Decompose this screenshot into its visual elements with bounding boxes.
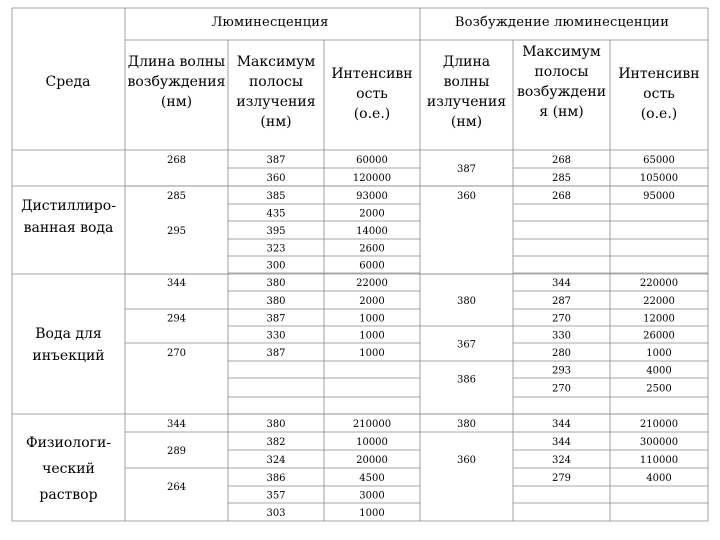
exc-max-value: 280 [551,348,572,359]
header-luminescence: Люминесценция [211,15,329,30]
exc-max-value: 330 [551,330,572,342]
exc-intensity-value: 65000 [643,155,675,166]
exc-max-value: 344 [551,437,572,448]
lum-intensity-value: 210000 [352,419,392,430]
header-lum-emission-max-line: (нм) [260,114,292,130]
header-exc-emission-line: излучения [426,94,507,110]
header-lum-excitation-line: возбуждения [127,74,226,90]
lum-emission-value: 357 [266,490,286,502]
exc-emission-value: 360 [456,455,477,466]
exc-intensity-value: 300000 [639,437,679,448]
header-lum-emission-max-line: Максимум [236,54,316,70]
lum-intensity-value: 60000 [356,155,388,166]
header-lum-intensity-line: ость [356,86,388,102]
exc-max-value: 324 [551,455,572,466]
medium-label: Дистиллиро- [21,198,116,214]
lum-emission-value: 360 [266,173,286,184]
header-exc-emission-line: волны [443,74,490,90]
header-lum-excitation-line: Длина волны [127,54,226,70]
header-medium: Среда [45,74,91,90]
lum-emission-value: 380 [266,419,286,430]
exc-intensity-value: 1000 [646,348,672,359]
lum-emission-value: 300 [266,260,286,272]
exc-intensity-value: 4000 [646,365,672,377]
exc-max-value: 344 [551,419,572,430]
lum-intensity-value: 2600 [359,243,385,255]
lum-intensity-value: 1000 [359,508,385,519]
lum-excitation-value: 268 [166,155,187,166]
header-lum-intensity-line: Интенсивн [331,66,413,82]
lum-excitation-value: 344 [166,419,187,430]
exc-emission-value: 380 [456,419,477,430]
lum-intensity-value: 120000 [352,173,392,184]
header-exc-band-max-line: возбуждени [516,84,607,100]
exc-max-value: 287 [551,296,572,307]
lum-emission-value: 386 [266,473,286,484]
header-exc-emission-line: (нм) [450,114,483,130]
medium-label: инъекций [32,348,105,364]
header-exc-band-max-line: полосы [534,64,589,80]
lum-intensity-value: 10000 [356,437,388,448]
medium-label: раствор [39,487,98,503]
lum-excitation-value: 289 [166,446,187,457]
exc-max-value: 270 [551,313,572,325]
exc-intensity-value: 2500 [646,383,672,395]
exc-max-value: 344 [551,278,572,289]
medium-label: ванная вода [23,220,114,236]
header-exc-band-max-line: Максимум [522,44,601,60]
lum-intensity-value: 1000 [359,313,385,325]
lum-excitation-value: 270 [166,348,187,359]
exc-max-value: 279 [551,473,572,484]
exc-max-value: 285 [551,173,572,184]
exc-max-value: 293 [551,365,572,377]
medium-label: ческий [42,461,95,477]
exc-intensity-value: 22000 [643,296,675,307]
lum-intensity-value: 22000 [356,278,388,289]
lum-excitation-value: 344 [166,278,187,289]
header-exc-intensity-line: Интенсивн [618,66,700,82]
lum-intensity-value: 14000 [356,226,388,237]
lum-intensity-value: 20000 [356,455,388,466]
lum-emission-value: 324 [266,455,286,466]
exc-intensity-value: 12000 [643,313,675,325]
lum-emission-value: 387 [266,313,286,325]
lum-excitation-value: 295 [166,226,187,237]
exc-emission-value: 386 [456,374,477,386]
lum-intensity-value: 4500 [359,473,385,484]
exc-intensity-value: 220000 [639,278,679,289]
lum-emission-value: 380 [266,296,286,307]
lum-excitation-value: 264 [166,481,187,493]
exc-intensity-value: 26000 [643,330,675,342]
header-lum-emission-max-line: полосы [248,74,304,90]
lum-intensity-value: 1000 [359,348,385,359]
exc-intensity-value: 110000 [639,455,679,466]
exc-intensity-value: 4000 [646,473,672,484]
lum-intensity-value: 3000 [359,490,385,502]
exc-emission-value: 387 [456,164,477,175]
exc-intensity-value: 210000 [639,419,679,430]
exc-emission-value: 380 [456,296,477,307]
lum-intensity-value: 1000 [359,330,385,342]
exc-intensity-value: 105000 [639,173,679,184]
lum-emission-value: 395 [266,226,286,237]
lum-emission-value: 380 [266,278,286,289]
lum-emission-value: 435 [266,208,286,220]
lum-emission-value: 323 [266,243,286,255]
lum-intensity-value: 2000 [359,296,385,307]
lum-emission-value: 303 [266,508,286,519]
lum-emission-value: 387 [266,348,286,359]
header-lum-excitation-line: (нм) [160,94,193,110]
medium-label: Вода для [35,326,102,342]
exc-max-value: 270 [551,383,572,395]
medium-label: Физиологи- [25,435,112,451]
exc-emission-value: 360 [456,191,477,202]
header-exc-band-max-line: я (нм) [539,104,584,120]
header-lum-emission-max-line: излучения [236,94,316,110]
lum-emission-value: 330 [266,330,286,342]
lum-emission-value: 385 [266,191,286,202]
header-excitation: Возбуждение люминесценции [454,15,670,30]
exc-emission-value: 367 [456,339,477,351]
lum-emission-value: 382 [266,437,286,448]
exc-max-value: 268 [551,191,572,202]
header-exc-intensity-line: ость [643,86,675,102]
lum-excitation-value: 294 [166,313,187,325]
exc-max-value: 268 [551,155,572,166]
header-exc-emission-line: Длина [442,54,491,70]
header-lum-intensity-line: (о.е.) [353,106,391,122]
lum-excitation-value: 285 [166,191,187,202]
lum-intensity-value: 2000 [359,208,385,220]
lum-intensity-value: 6000 [359,260,385,272]
lum-emission-value: 387 [266,155,286,166]
header-exc-intensity-line: (о.е.) [640,106,678,122]
exc-intensity-value: 95000 [643,191,675,202]
lum-intensity-value: 93000 [356,191,388,202]
